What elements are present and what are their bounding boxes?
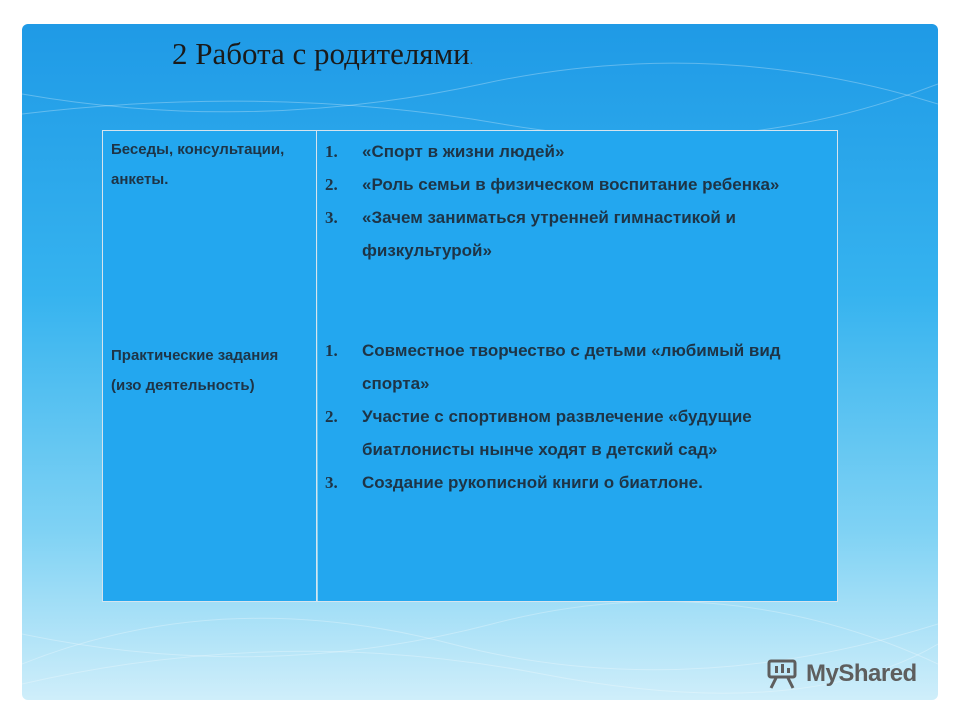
list-item-text: Участие с спортивном развлечение «будущие биатлонисты нынче ходят в детский сад» — [362, 407, 752, 459]
list-item — [318, 201, 837, 267]
list-item-text: «Роль семьи в физическом воспитание ребенка» — [362, 175, 780, 194]
list-item-number: 1. — [325, 142, 338, 161]
page-title: 2 Работа с родителями. — [172, 36, 474, 71]
watermark-text: MyShared — [806, 660, 917, 687]
projector-icon — [766, 658, 800, 690]
list-item — [318, 334, 837, 400]
list-item-number: 2. — [325, 175, 338, 194]
table-right-column — [318, 131, 837, 601]
numbered-list-2 — [318, 334, 837, 499]
list-item-text: «Зачем заниматься утренней гимнастикой и физкультурой» — [362, 208, 736, 260]
list-item — [318, 466, 837, 499]
left-cell-group-2: Практические задания (изо деятельность) — [111, 347, 279, 394]
list-item-number: 3. — [325, 473, 338, 492]
list-item-number: 1. — [325, 341, 338, 360]
table-left-column — [103, 131, 317, 601]
list-item-text: «Спорт в жизни людей» — [362, 142, 565, 161]
left-cell-group-1: Беседы, консультации, анкеты. — [111, 141, 285, 188]
list-item-text: Совместное творчество с детьми «любимый вид спорта» — [362, 341, 781, 393]
content-table — [102, 130, 838, 602]
list-item — [318, 168, 837, 201]
myshared-watermark — [766, 656, 917, 692]
list-item-text: Создание рукописной книги о биатлоне. — [362, 473, 703, 492]
list-item-number: 3. — [325, 208, 338, 227]
list-item — [318, 135, 837, 168]
list-item-number: 2. — [325, 407, 338, 426]
list-item — [318, 400, 837, 466]
numbered-list-1 — [318, 135, 837, 267]
